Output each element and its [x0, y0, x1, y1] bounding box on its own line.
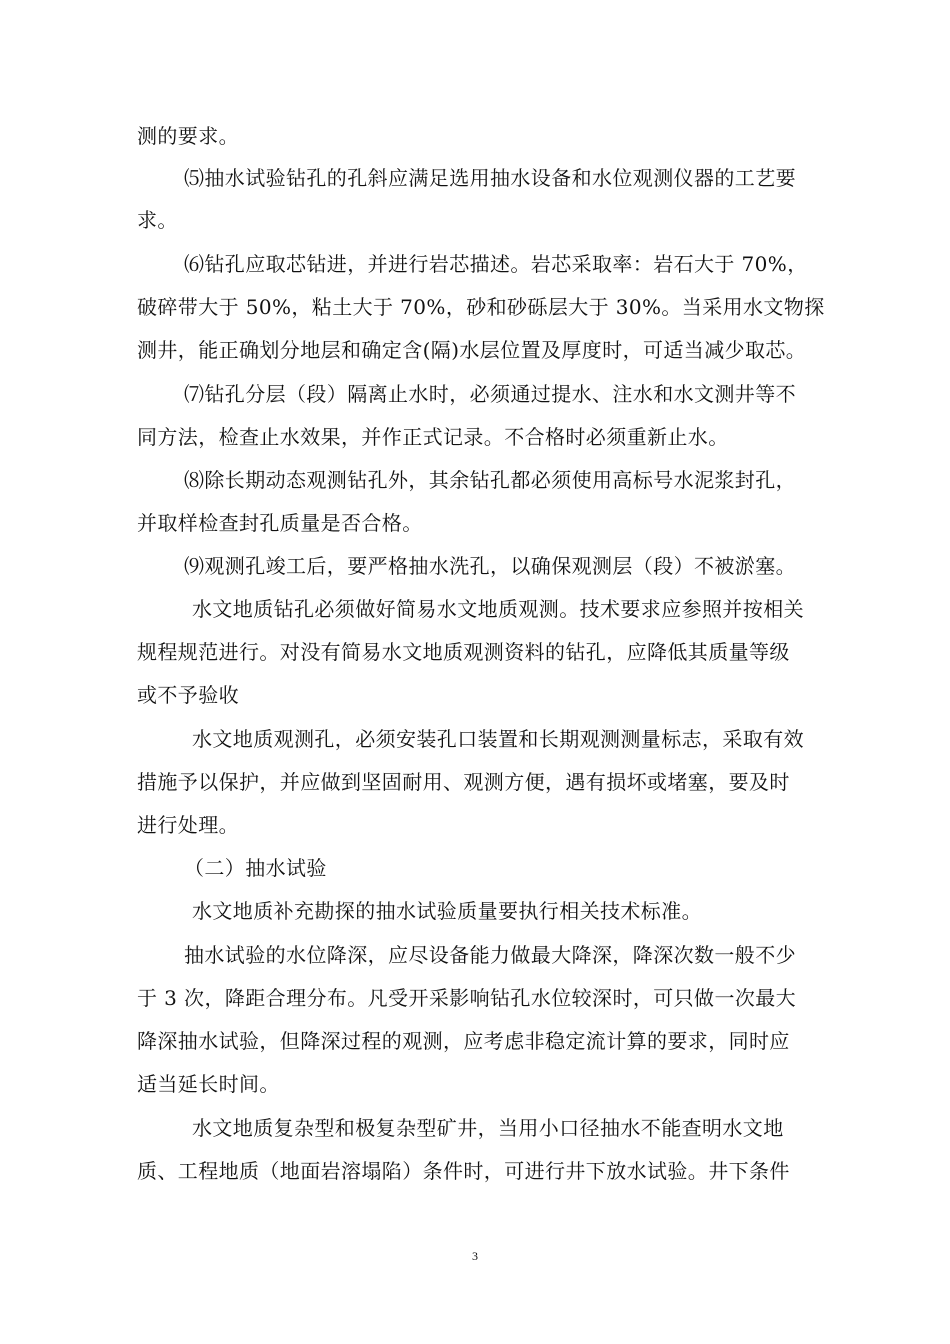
text-line: 同方法，检查止水效果，并作正式记录。不合格时必须重新止水。 [137, 425, 729, 449]
text-line: 适当延长时间。 [137, 1072, 280, 1096]
text-line: ⑼观测孔竣工后，要严格抽水洗孔，以确保观测层（段）不被淤塞。 [184, 554, 796, 578]
text-line: 于 3 次，降距合理分布。凡受开采影响钻孔水位较深时，可只做一次最大 [137, 986, 797, 1010]
text-line: 水文地质补充勘探的抽水试验质量要执行相关技术标准。 [192, 899, 702, 923]
text-line: 抽水试验的水位降深，应尽设备能力做最大降深，降深次数一般不少 [184, 943, 796, 967]
text-line: ⑹钻孔应取芯钻进，并进行岩芯描述。岩芯采取率：岩石大于 70%， [184, 252, 808, 276]
text-line: 测的要求。 [137, 124, 239, 148]
text-line: 水文地质复杂型和极复杂型矿井，当用小口径抽水不能查明水文地 [192, 1116, 784, 1140]
text-line: 或不予验收 [137, 683, 239, 707]
text-line: 求。 [137, 208, 178, 232]
text-line: 质、工程地质（地面岩溶塌陷）条件时，可进行井下放水试验。井下条件 [137, 1159, 790, 1183]
page-number: 3 [472, 1249, 478, 1263]
text-line: 破碎带大于 50%，粘土大于 70%，砂和砂砾层大于 30%。当采用水文物探 [137, 295, 825, 319]
text-line: 测井，能正确划分地层和确定含(隔)水层位置及厚度时，可适当减少取芯。 [137, 338, 807, 362]
text-line: 并取样检查封孔质量是否合格。 [137, 511, 423, 535]
text-line: 水文地质观测孔，必须安装孔口装置和长期观测测量标志，采取有效 [192, 727, 804, 751]
text-line: ⑸抽水试验钻孔的孔斜应满足选用抽水设备和水位观测仪器的工艺要 [184, 166, 796, 190]
text-line: ⑻除长期动态观测钻孔外，其余钻孔都必须使用高标号水泥浆封孔， [184, 468, 796, 492]
section-heading: （二）抽水试验 [184, 856, 327, 880]
text-line: 规程规范进行。对没有简易水文地质观测资料的钻孔，应降低其质量等级 [137, 640, 790, 664]
text-line: 措施予以保护，并应做到坚固耐用、观测方便，遇有损坏或堵塞，要及时 [137, 770, 790, 794]
text-line: 降深抽水试验，但降深过程的观测，应考虑非稳定流计算的要求，同时应 [137, 1029, 790, 1053]
text-line: 进行处理。 [137, 813, 239, 837]
text-line: ⑺钻孔分层（段）隔离止水时，必须通过提水、注水和水文测井等不 [184, 382, 796, 406]
text-line: 水文地质钻孔必须做好简易水文地质观测。技术要求应参照并按相关 [192, 597, 804, 621]
